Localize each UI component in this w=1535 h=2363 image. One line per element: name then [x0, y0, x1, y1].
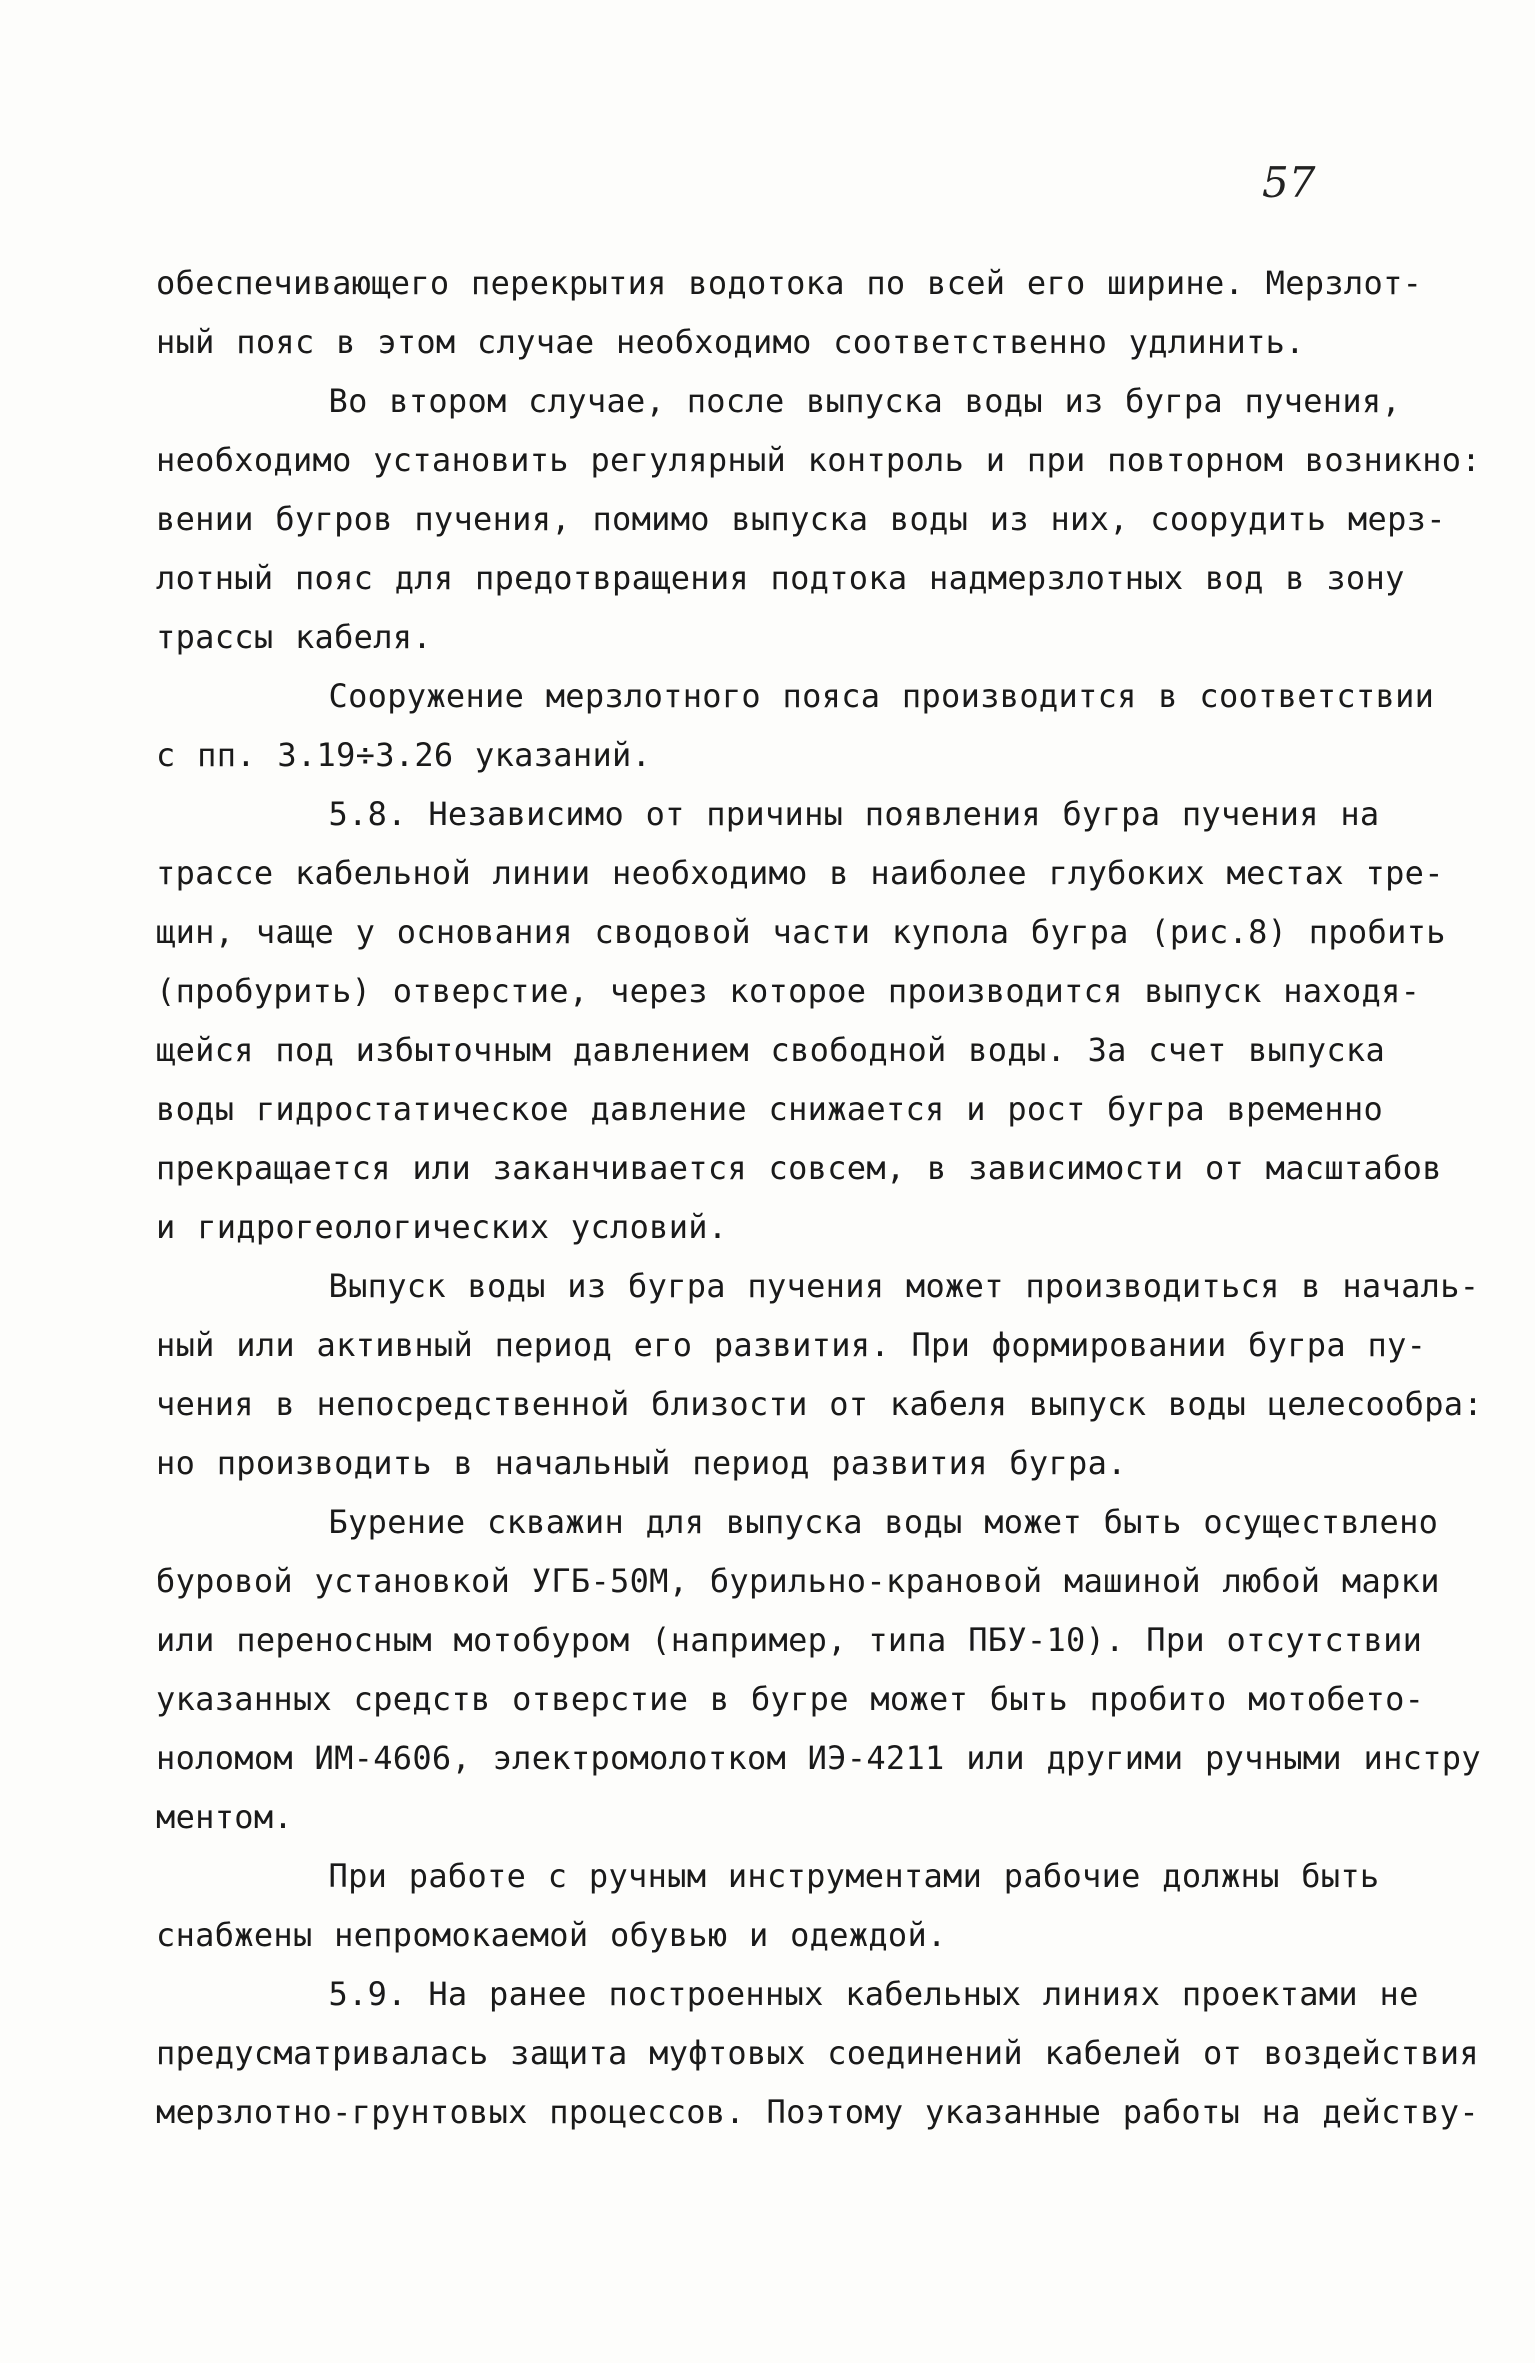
- text-line: но производить в начальный период развития бугра.: [156, 1444, 1127, 1482]
- text-line: буровой установкой УГБ-50М, бурильно-крановой машиной любой марки: [156, 1562, 1440, 1600]
- text-line: чения в непосредственной близости от кабеля выпуск воды целесообра:: [156, 1385, 1483, 1423]
- text-line: 5.9. На ранее построенных кабельных линиях проектами не: [156, 1975, 1419, 2013]
- text-line: Бурение скважин для выпуска воды может быть осуществлено: [156, 1503, 1439, 1541]
- text-line: и гидрогеологических условий.: [156, 1208, 728, 1246]
- body-text: [156, 254, 1483, 2142]
- text-line: обеспечивающего перекрытия водотока по всей его ширине. Мерзлот-: [156, 264, 1423, 302]
- text-line: щин, чаще у основания сводовой части купола бугра (рис.8) пробить: [156, 913, 1446, 951]
- text-line: Сооружение мерзлотного пояса производится в соответствии: [156, 677, 1435, 715]
- text-line: ный или активный период его развития. При формировании бугра пу-: [156, 1326, 1427, 1364]
- text-line: Выпуск воды из бугра пучения может производиться в началь-: [156, 1267, 1480, 1305]
- text-line: снабжены непромокаемой обувью и одеждой.: [156, 1916, 947, 1954]
- text-line: ный пояс в этом случае необходимо соответственно удлинить.: [156, 323, 1305, 361]
- text-line: трассы кабеля.: [156, 618, 432, 656]
- text-line: ментом.: [156, 1798, 293, 1836]
- text-line: указанных средств отверстие в бугре может быть пробито мотобето-: [156, 1680, 1425, 1718]
- text-line: с пп. 3.19÷3.26 указаний.: [156, 736, 652, 774]
- text-line: ноломом ИМ-4606, электромолотком ИЭ-4211 или другими ручными инстру: [156, 1739, 1481, 1777]
- text-line: трассе кабельной линии необходимо в наиболее глубоких местах тре-: [156, 854, 1444, 892]
- text-line: предусматривалась защита муфтовых соединений кабелей от воздействия: [156, 2034, 1479, 2072]
- text-line: лотный пояс для предотвращения подтока надмерзлотных вод в зону: [156, 559, 1405, 597]
- text-line: При работе с ручным инструментами рабочие должны быть: [156, 1857, 1380, 1895]
- text-line: мерзлотно-грунтовых процессов. Поэтому указанные работы на действу-: [156, 2093, 1479, 2131]
- text-line: необходимо установить регулярный контроль и при повторном возникно:: [156, 441, 1481, 479]
- text-line: воды гидростатическое давление снижается и рост бугра временно: [156, 1090, 1384, 1128]
- text-line: вении бугров пучения, помимо выпуска воды из них, соорудить мерз-: [156, 500, 1446, 538]
- text-line: 5.8. Независимо от причины появления бугра пучения на: [156, 795, 1380, 833]
- text-line: щейся под избыточным давлением свободной воды. За счет выпуска: [156, 1031, 1386, 1069]
- text-line: прекращается или заканчивается совсем, в зависимости от масштабов: [156, 1149, 1442, 1187]
- page-number: 57: [1262, 158, 1316, 207]
- text-line: Во втором случае, после выпуска воды из бугра пучения,: [156, 382, 1402, 420]
- text-line: (пробурить) отверстие, через которое производится выпуск находя-: [156, 972, 1421, 1010]
- text-line: или переносным мотобуром (например, типа ПБУ-10). При отсутствии: [156, 1621, 1423, 1659]
